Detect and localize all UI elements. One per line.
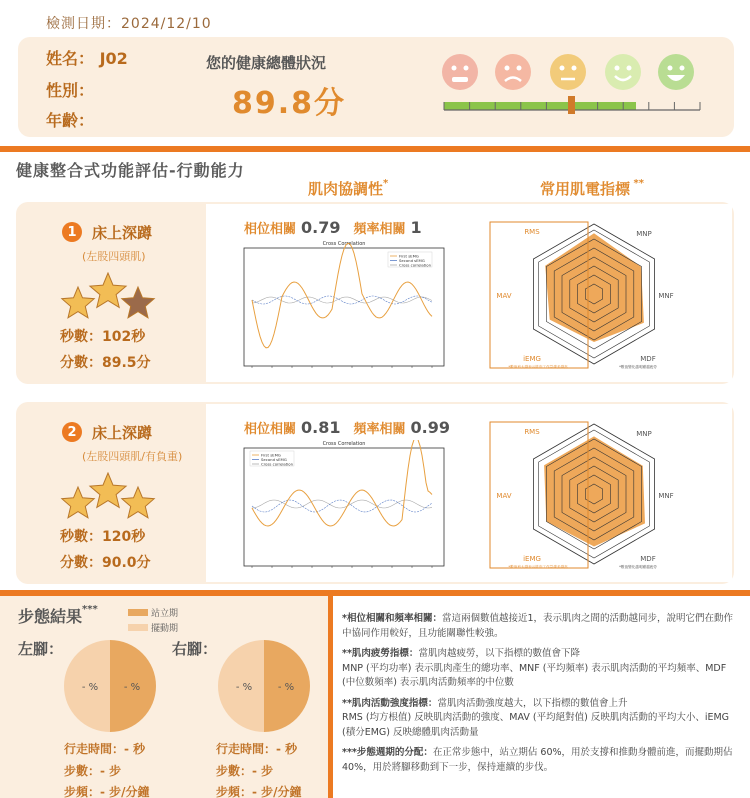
emg-radar-chart [488,218,680,370]
radar-axis-label: MNP [636,430,652,438]
exercise-seconds: 秒數：102秒 [60,329,146,345]
note-fatigue-detail: MNP (平均功率) 表示肌肉產生的總功率、MNF (平均頻率) 表示肌肉活動的平均頻率、MDF (中位數頻率) 表示肌肉活動頻率的中位數 [342,662,727,688]
date-value: 2024/12/10 [121,16,212,32]
section-title: 健康整合式功能評估-行動能力 [16,161,245,180]
right-foot-label: 右腳： [172,640,218,658]
coordination-title: 肌肉協調性* [308,178,389,198]
radar-value-area [544,436,645,546]
exercise-charts [206,404,732,582]
radar-axis-label: RMS [524,428,540,436]
left-cadence: 步頻：- 步/分鐘 [64,785,150,798]
exercise-score: 分數：90.0分 [60,555,151,571]
cross-correlation-chart [220,440,450,578]
exercise-muscle: (左股四頭肌) [82,250,146,263]
gait-title-text: 步態結果 [18,607,83,626]
note-fatigue-body: 當肌肉越疲勞，以下指標的數值會下降 [418,648,580,659]
cross-correlation-chart [220,240,450,378]
star-icon [62,287,94,318]
radar-axis-label: MDF [640,555,656,563]
note-intensity [342,697,742,741]
note-correlation-body: 當這兩個數值越接近1，表示肌肉之間的活動越同步，說明它們在動作中協同作用較好，且功能關聯性較強。 [342,613,734,639]
phase-label: 相位相關 [244,222,297,237]
health-marker [568,96,575,114]
face-very-bad-icon [442,54,478,90]
legend-stance-swatch [128,609,148,616]
health-title: 您的健康總體狀況 [206,54,327,72]
star-rating [58,272,162,326]
right-pie-stance-label: - % [277,682,295,693]
age-label: 年齡： [46,111,95,130]
radar-note-right: *數值變化越明顯越疲勞 [619,565,657,569]
radar-axis-label: iEMG [523,355,541,363]
left-steps: 步數：- 步 [64,764,122,778]
radar-axis-label: MNF [658,492,674,500]
star-icon [90,473,126,507]
emg-title-text: 常用肌電指標 [540,180,631,198]
exercise-charts [206,204,732,382]
note-intensity-head: **肌肉活動強度指標： [342,697,438,709]
health-bar-fill [444,102,636,110]
note-correlation-head: *相位相關和頻率相關： [342,613,442,624]
exercise-summary [18,204,206,382]
note-gait-body: 在正常步態中，站立期佔 60%，用於支撐和推動身體前進，而擺動期佔 40%，用於將腳移動到下一步，保持連續的步伐。 [342,747,733,773]
exercise-score: 分數：89.5分 [60,355,151,371]
note-gait-head: ***步態週期的分配： [342,747,433,758]
health-scale-bar [440,96,704,118]
exercise-summary [18,404,206,582]
freq-label: 頻率相關 [353,422,406,437]
exercise-index: 1 [62,222,82,242]
face-bad-icon [495,54,531,90]
vertical-divider [328,596,333,798]
left-pie-stance-label: - % [123,682,141,693]
radar-axis-label: MNP [636,230,652,238]
test-date [46,13,212,33]
gait-legend [128,606,178,634]
right-walk-time: 行走時間：- 秒 [216,742,298,756]
note-intensity-body: 當肌肉活動強度越大，以下指標的數值會上升 [437,697,628,709]
note-correlation [342,612,742,641]
radar-axis-label: iEMG [523,555,541,563]
emg-radar-chart [488,418,680,570]
note-fatigue [342,647,742,691]
chart-legend-entry: First sEMG [261,452,281,458]
star-rating [58,472,162,526]
age-row [46,108,94,131]
gait-title-mark: *** [82,604,98,615]
radar-axis-label: MAV [496,292,512,300]
left-foot-label: 左腳： [18,640,64,658]
legend-swing-swatch [128,624,148,631]
phase-value: 0.79 [301,218,341,237]
chart-legend-entry: First sEMG [399,253,419,259]
left-walk-time: 行走時間：- 秒 [64,742,146,756]
name-value: J02 [99,49,128,68]
right-foot-pie [216,638,312,734]
radar-note-left: *數值愈大越表示肌肉工作量越多越高 [508,365,568,369]
chart-legend-entry: Second sEMG [399,258,425,263]
legend-stance-label: 站立期 [151,609,179,619]
note-gait [342,746,742,775]
notes-panel [342,612,742,781]
exercise-name: 床上深蹲 [92,424,153,442]
top-divider [0,146,750,152]
exercise-muscle: (左股四頭肌/有負重) [82,450,183,463]
chart-title: Cross Correlation [322,241,366,247]
note-fatigue-head: **肌肉疲勞指標： [342,648,419,659]
face-neutral-icon [550,54,586,90]
radar-note-right: *數值變化越明顯越疲勞 [619,365,657,369]
face-good-icon [605,54,641,90]
gender-row [46,78,94,101]
name-row [46,46,128,69]
radar-axis-label: MAV [496,492,512,500]
radar-axis-label: RMS [524,228,540,236]
left-foot-pie [62,638,158,734]
gait-title [18,604,98,627]
coordination-title-text: 肌肉協調性 [308,180,384,198]
note-intensity-detail: RMS (均方根值) 反映肌肉活動的強度、MAV (平均絕對值) 反映肌肉活動的平均大小、iEMG (積分EMG) 反映總體肌肉活動量 [342,712,730,738]
gender-label: 性別： [46,81,95,100]
star-icon [62,487,94,518]
correlation-values [244,218,422,237]
chart-legend-entry: Cross correlation [399,262,431,268]
correlation-values [244,418,450,437]
right-pie-swing-label: - % [235,682,253,693]
star-icon [90,273,126,307]
date-label: 檢測日期： [46,16,121,32]
star-icon [122,487,154,518]
freq-value: 1 [410,218,422,237]
star-icon [122,287,154,318]
radar-axis-label: MDF [640,355,656,363]
emg-title: 常用肌電指標 ** [540,178,644,198]
chart-title: Cross Correlation [322,441,366,447]
face-very-good-icon [658,54,694,90]
exercise-seconds: 秒數：120秒 [60,529,146,545]
legend-swing-label: 擺動期 [151,624,179,634]
freq-label: 頻率相關 [353,222,406,237]
right-steps: 步數：- 步 [216,764,274,778]
exercise-index: 2 [62,422,82,442]
radar-axis-label: MNF [658,292,674,300]
exercise-name: 床上深蹲 [92,224,153,242]
freq-value: 0.99 [410,418,450,437]
phase-value: 0.81 [301,418,341,437]
left-pie-swing-label: - % [81,682,99,693]
radar-note-left: *數值愈大越表示肌肉工作量越多越高 [508,565,568,569]
name-label: 姓名： [46,49,95,68]
right-cadence: 步頻：- 步/分鐘 [216,785,302,798]
chart-legend-entry: Second sEMG [261,457,287,462]
phase-label: 相位相關 [244,422,297,437]
health-score: 89.8分 [232,86,347,121]
chart-legend-entry: Cross correlation [261,461,293,467]
